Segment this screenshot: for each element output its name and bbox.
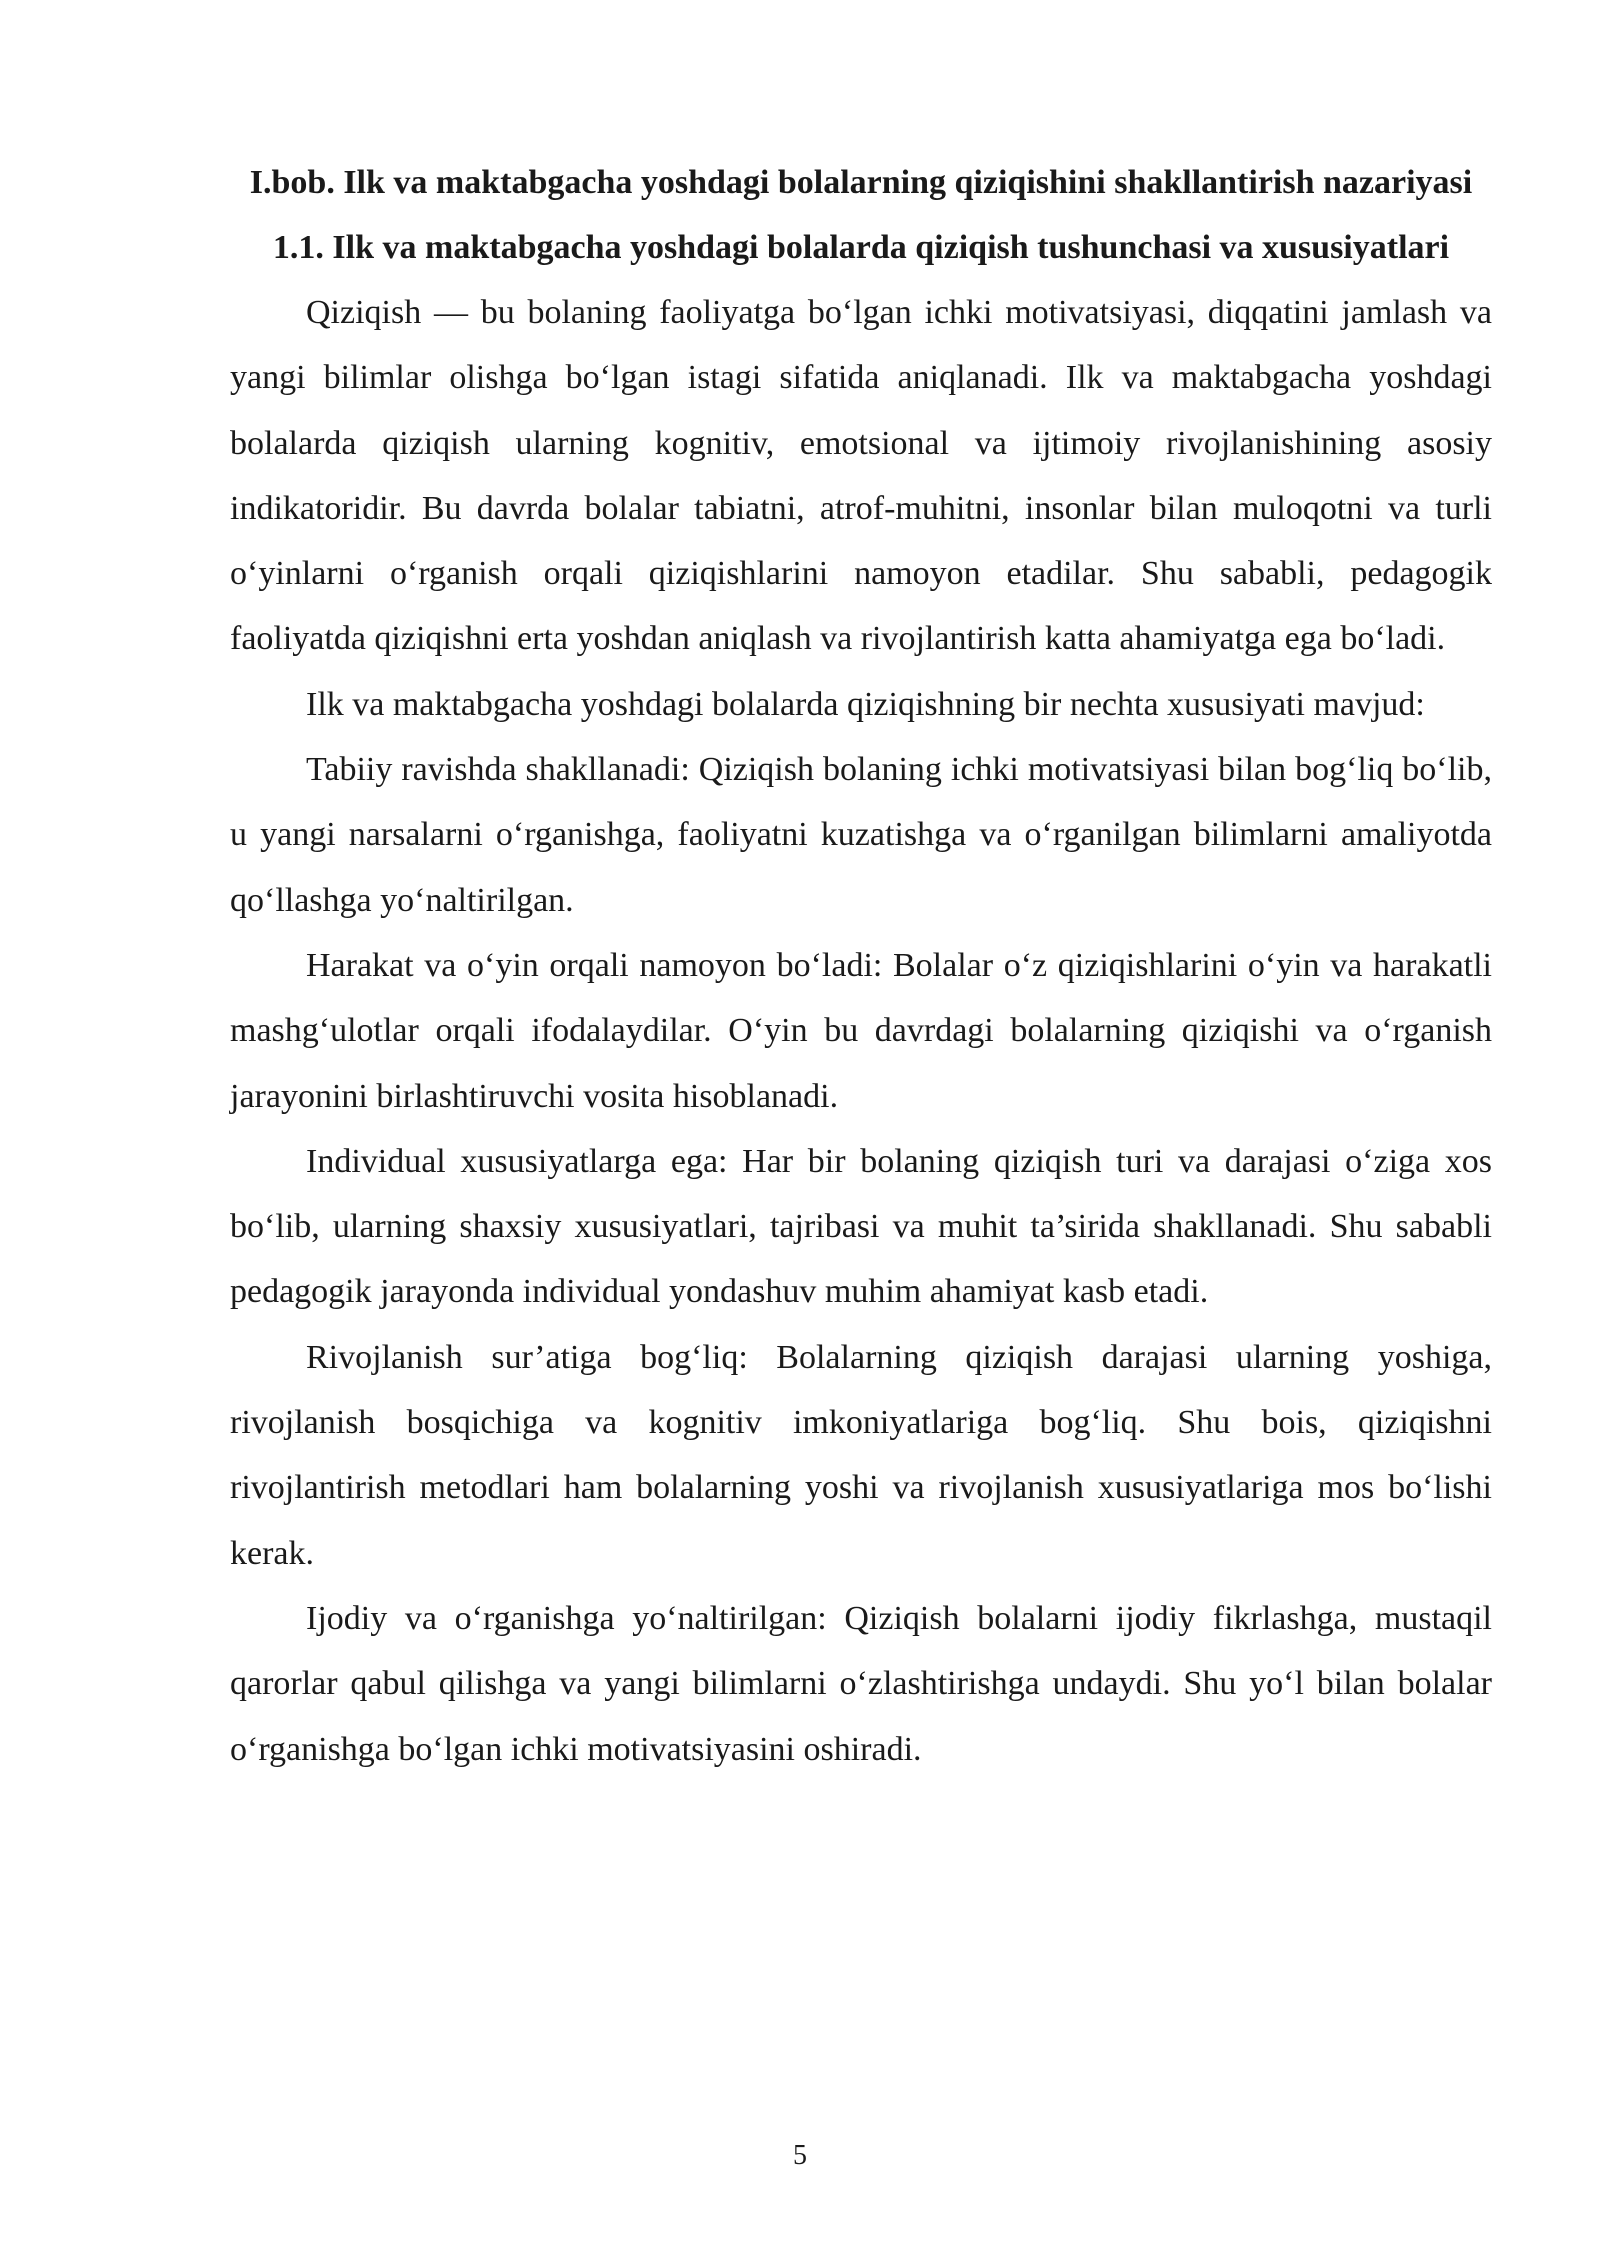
paragraph-natural-formation: Tabiiy ravishda shakllanadi: Qiziqish bolaning ichki motivatsiyasi bilan bog‘liq bo‘lib, u yangi narsalarni o‘rganishga, faoliyatni kuzatishga va o‘rganilgan bilimlarni amaliyotda qo‘llashga yo‘naltirilgan. (230, 751, 1492, 919)
paragraph-features-intro: Ilk va maktabgacha yoshdagi bolalarda qiziqishning bir nechta xususiyati mavjud: (306, 685, 1425, 723)
document-page (230, 150, 1492, 1782)
paragraph-individual-features: Individual xususiyatlarga ega: Har bir bolaning qiziqish turi va darajasi o‘ziga xos bo‘lib, ularning shaxsiy xususiyatlari, tajribasi va muhit ta’sirida shakllanadi. Shu sababli pedagogik jarayonda individual yondashuv muhim ahamiyat kasb etadi. (230, 1142, 1492, 1311)
paragraph-action-and-play: Harakat va o‘yin orqali namoyon bo‘ladi: Bolalar o‘z qiziqishlarini o‘yin va harakatli mashg‘ulotlar orqali ifodalaydilar. O‘yin bu davrdagi bolalarning qiziqishi va o‘rganish jarayonini birlashtiruvchi vosita hisoblanadi. (230, 946, 1492, 1115)
page-number: 5 (793, 2140, 807, 2171)
section-title: 1.1. Ilk va maktabgacha yoshdagi bolalarda qiziqish tushunchasi va xususiyatlari (272, 229, 1450, 266)
paragraph-creative-learning: Ijodiy va o‘rganishga yo‘naltirilgan: Qiziqish bolalarni ijodiy fikrlashga, mustaqil qarorlar qabul qilishga va yangi bilimlarni o‘zlashtirishga undaydi. Shu yo‘l bilan bolalar o‘rganishga bo‘lgan ichki motivatsiyasini oshiradi. (230, 1599, 1492, 1768)
paragraph-development-pace: Rivojlanish sur’atiga bog‘liq: Bolalarning qiziqish darajasi ularning yoshiga, rivojlanish bosqichiga va kognitiv imkoniyatlariga bog‘liq. Shu bois, qiziqishni rivojlantirish metodlari ham bolalarning yoshi va rivojlanish xususiyatlariga mos bo‘lishi kerak. (230, 1338, 1492, 1572)
chapter-title: I.bob. Ilk va maktabgacha yoshdagi bolalarning qiziqishini shakllantirish nazariyasi (249, 164, 1473, 201)
paragraph-definition: Qiziqish — bu bolaning faoliyatga bo‘lgan ichki motivatsiyasi, diqqatini jamlash va yangi bilimlar olishga bo‘lgan istagi sifatida aniqlanadi. Ilk va maktabgacha yoshdagi bolalarda qiziqish ularning kognitiv, emotsional va ijtimoiy rivojlanishining asosiy indikatoridir. Bu davrda bolalar tabiatni, atrof-muhitni, insonlar bilan muloqotni va turli o‘yinlarni o‘rganish orqali qiziqishlarini namoyon etadilar. Shu sababli, pedagogik faoliyatda qiziqishni erta yoshdan aniqlash va rivojlantirish katta ahamiyatga ega bo‘ladi. (230, 294, 1492, 658)
